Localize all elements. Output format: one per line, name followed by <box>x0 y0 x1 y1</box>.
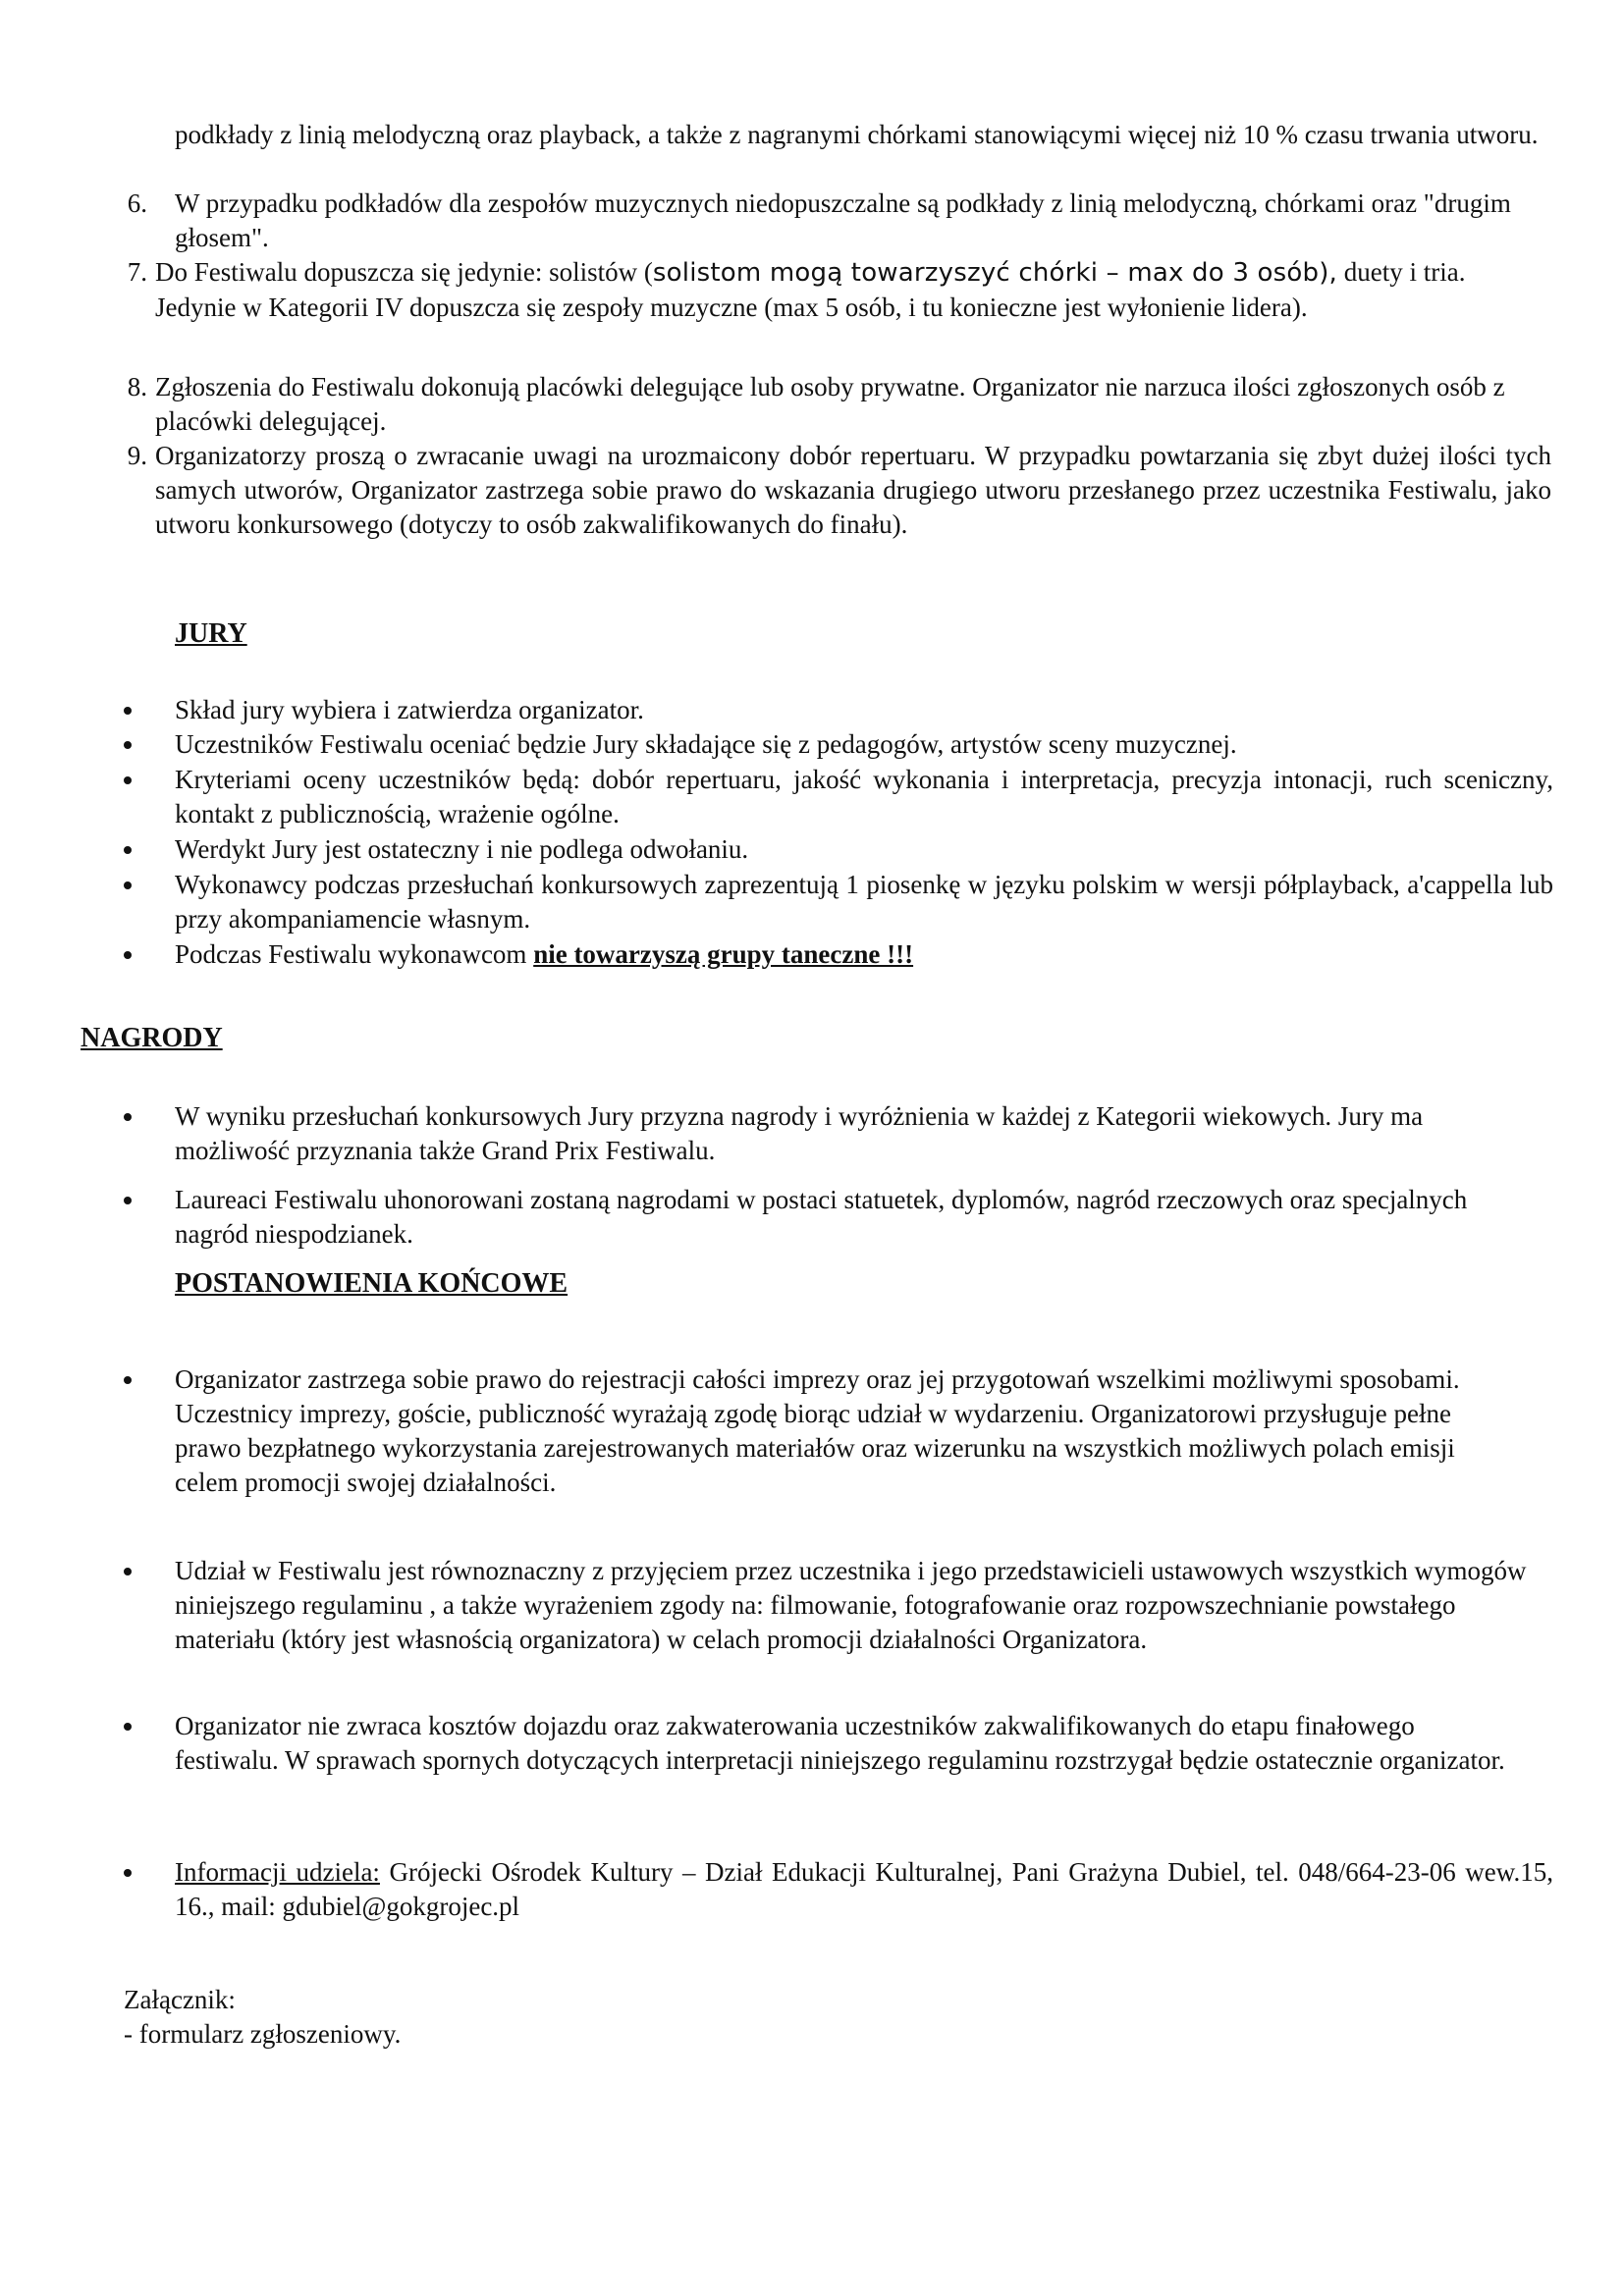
bullet-icon <box>124 951 132 959</box>
bullet-icon <box>124 846 132 854</box>
attachment-item: - formularz zgłoszeniowy. <box>124 2019 402 2049</box>
item-text: Do Festiwalu dopuszcza się jedynie: solistów (solistom mogą towarzyszyć chórki – max do 3 osób), duety i tria. Jedynie w Kategorii IV dopuszcza się zespoły muzyczne (max 5 osób, i tu konieczne jest wyłonienie lidera). <box>155 257 1466 322</box>
bullet-icon <box>124 1113 132 1121</box>
item-number: 6. <box>127 188 147 218</box>
item-text: W przypadku podkładów dla zespołów muzycznych niedopuszczalne są podkłady z linią melodyczną, chórkami oraz "drugim głosem". <box>175 188 1511 252</box>
info-label: Informacji udziela: <box>175 1857 380 1887</box>
bullet-icon <box>124 741 132 749</box>
attachment-label: Załącznik: <box>124 1985 236 2014</box>
attachment-block <box>124 1983 909 2052</box>
item-text: Organizatorzy proszą o zwracanie uwagi na urozmaicony dobór repertuaru. W przypadku powtarzania się zbyt dużej ilości tych samych utworów, Organizator zastrzega sobie prawo do wskazania drugiego utworu przesłanego przez uczestnika Festiwalu, jako utworu konkursowego (dotyczy to osób zakwalifikowanych do finału). <box>155 441 1551 539</box>
item-number: 8. <box>127 372 147 401</box>
bullet-icon <box>124 1568 132 1575</box>
bullet-icon <box>124 881 132 889</box>
jury-heading: JURY <box>175 618 247 649</box>
bullet-icon <box>124 776 132 784</box>
prizes-heading: NAGRODY <box>81 1023 223 1053</box>
continuation-text: podkłady z linią melodyczną oraz playback, a także z nagranymi chórkami stanowiącymi więcej niż 10 % czasu trwania utworu. <box>175 120 1539 149</box>
bullet-icon <box>124 707 132 715</box>
bullet-icon <box>124 1197 132 1204</box>
final-provisions-heading: POSTANOWIENIA KOŃCOWE <box>175 1268 568 1299</box>
item-text: Zgłoszenia do Festiwalu dokonują placówki delegujące lub osoby prywatne. Organizator nie narzuca ilości zgłoszonych osób z placówki delegującej. <box>155 372 1505 436</box>
bullet-icon <box>124 1723 132 1731</box>
document-page: podkłady z linią melodyczną oraz playback, a także z nagranymi chórkami stanowiącymi więcej niż 10 % czasu trwania utworu. 6. W przypadku podkładów dla zespołów muzycznych niedopuszczalne są podkłady z linią melodyczną, chórkami oraz "drugim głosem". 7. Do Festiwalu dopuszcza się jedynie: solistów (solistom mogą towarzyszyć chórki – max do 3 osób), duety i tria. Jedynie w Kategorii IV dopuszcza się zespoły muzyczne (max 5 osób, i tu konieczne jest wyłonienie lidera). 8. Zgłoszenia do Festiwalu dokonują placówki delegujące lub osoby prywatne. Organizator nie narzuca ilości zgłoszonych osób z placówki delegującej. 9. Organizatorzy proszą o zwracanie uwagi na urozmaicony dobór repertuaru. W przypadku powtarzania się zbyt dużej ilości tych samych utworów, Organizator zastrzega sobie prawo do wskazania drugiego utworu przesłanego przez uczestnika Festiwalu, jako utworu konkursowego (dotyczy to osób zakwalifikowanych do finału). JURY Skład jury wybiera i zatwierdza organizator. Uczestników Festiwalu oceniać będzie Jury składające się z pedagogów, artystów sceny muzycznej. Kryteriami oceny uczestników będą: dobór repertuaru, jakość wykonania i interpretacja, precyzja intonacji, ruch sceniczny, kontakt z publicznością, wrażenie ogólne. Werdykt Jury jest ostateczny i nie podlega odwołaniu. Wykonawcy podczas przesłuchań konkursowych zaprezentują 1 piosenkę w języku polskim w wersji półplayback, a'cappella lub przy akompaniamencie własnym. Podczas Festiwalu wykonawcom nie towarzyszą grupy taneczne !!! NAGRODY W wyniku przesłuchań konkursowych Jury przyzna nagrody i wyróżnienia w każdej z Kategorii wiekowych. Jury ma możliwość przyznania także Grand Prix Festiwalu. Laureaci Festiwalu uhonorowani zostaną nagrodami w postaci statuetek, dyplomów, nagród rzeczowych oraz specjalnych nagród niespodzianek. POSTANOWIENIA KOŃCOWE Organizator zastrzega sobie prawo do rejestracji całości imprezy oraz jej przygotowań wszelkimi możliwymi sposobami. Uczestnicy imprezy, goście, publiczność wyrażają zgodę biorąc udział w wydarzeniu. Organizatorowi przysługuje pełne prawo bezpłatnego wykorzystania zarejestrowanych materiałów oraz wizerunku na wszystkich możliwych polach emisji celem promocji swojej działalności. Udział w Festiwalu jest równoznaczny z przyjęciem przez uczestnika i jego przedstawicieli ustawowych wszystkich wymogów niniejszego regulaminu , a także wyrażeniem zgody na: filmowanie, fotografowanie oraz rozpowszechnianie powstałego materiału (który jest własnością organizatora) w celach promocji działalności Organizatora. Organizator nie zwraca kosztów dojazdu oraz zakwaterowania uczestników zakwalifikowanych do etapu finałowego festiwalu. W sprawach spornych dotyczących interpretacji niniejszego regulaminu rozstrzygał będzie ostatecznie organizator. Informacji udziela: Grójecki Ośrodek Kultury – Dział Edukacji Kulturalnej, Pani Grażyna Dubiel, tel. 048/664-23-06 wew.15, 16., mail: gdubiel@gokgrojec.pl Załącznik: - formularz zgłoszeniowy. <box>0 0 1624 2296</box>
item-number: 7. <box>127 257 147 287</box>
bullet-icon <box>124 1376 132 1384</box>
bullet-icon <box>124 1869 132 1877</box>
item-number: 9. <box>127 441 147 470</box>
no-dance-groups-notice: nie towarzyszą grupy taneczne !!! <box>533 939 914 969</box>
